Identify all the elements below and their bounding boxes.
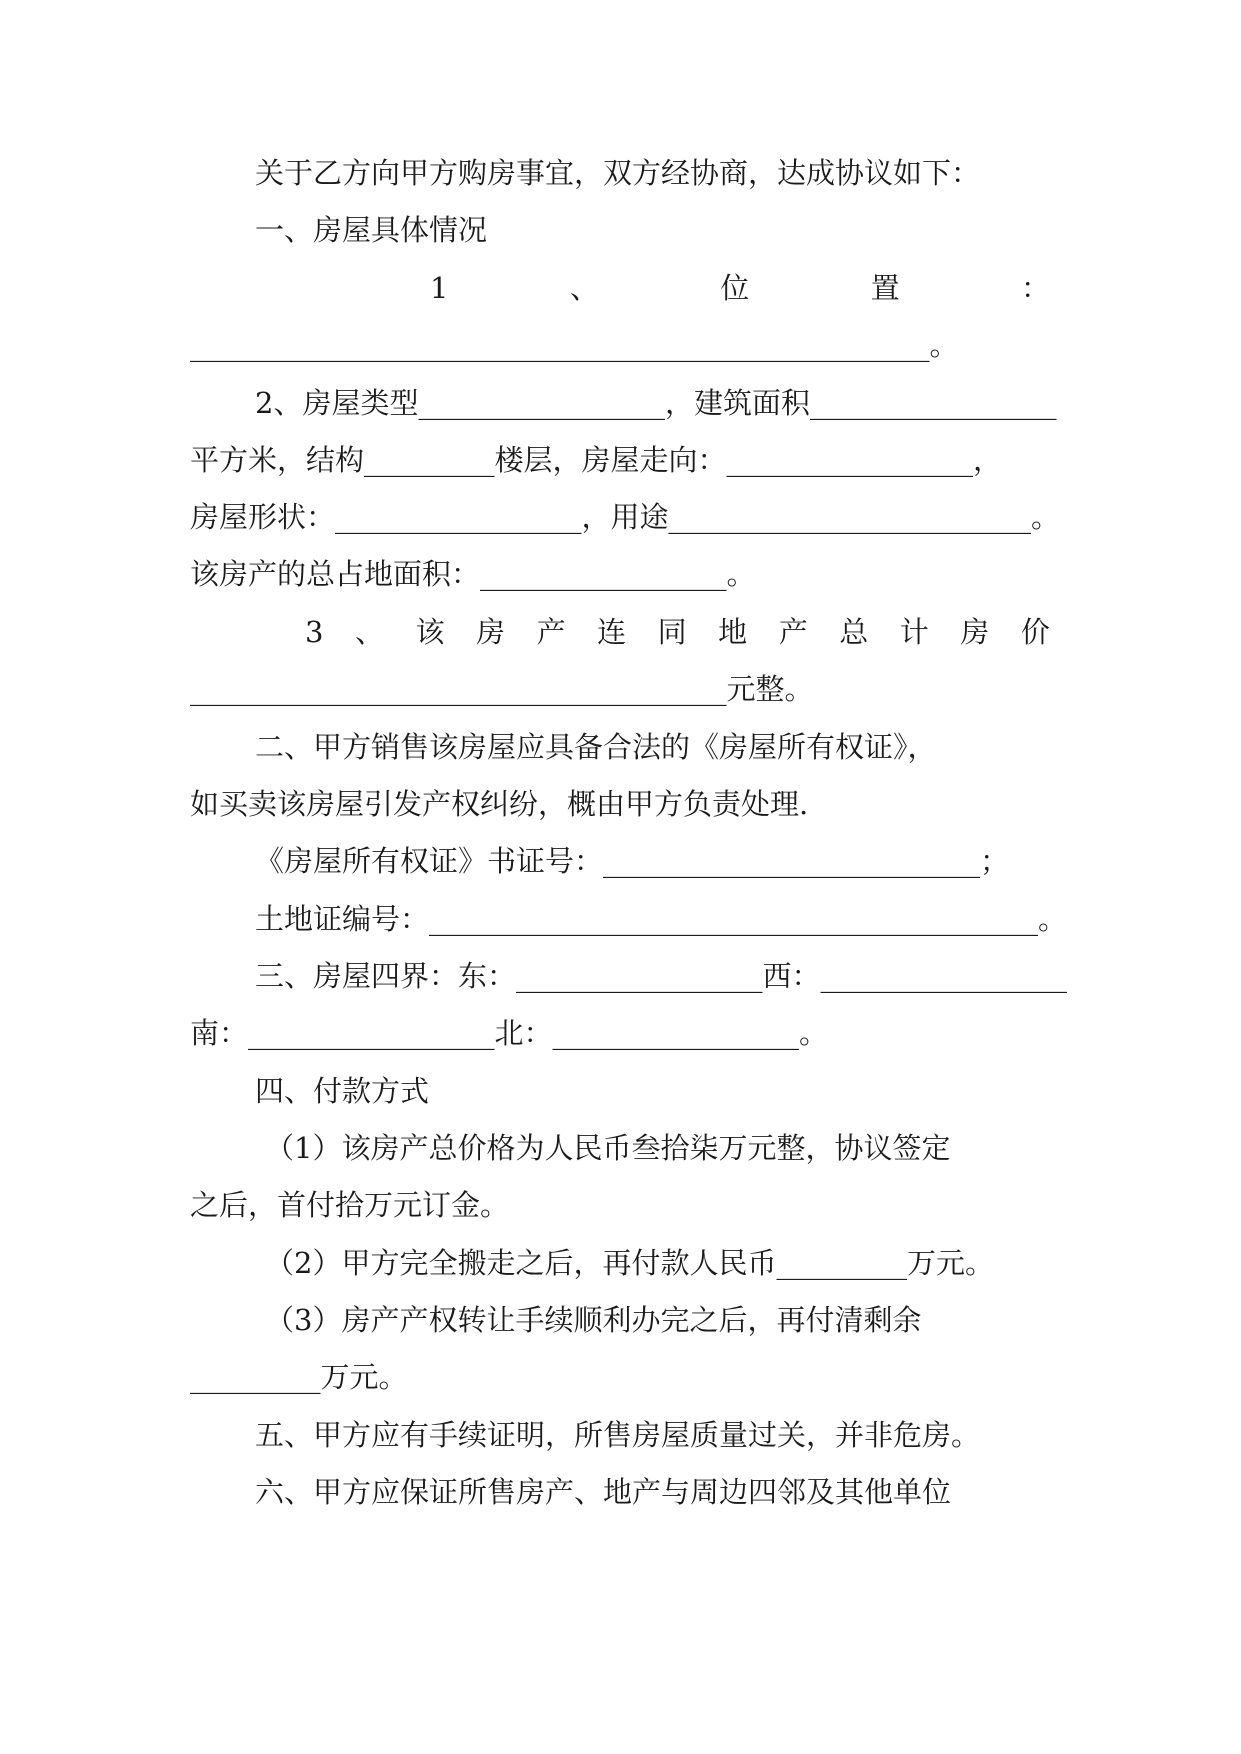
payment-item-1-line-1: （1）该房产总价格为人民币叁拾柒万元整，协议签定: [265, 1131, 951, 1165]
price-char: 房: [476, 615, 506, 649]
location-char-1: 位: [720, 271, 750, 305]
section-2-line-2: 如买卖该房屋引发产权纠纷，概由甲方负责处理.: [190, 787, 809, 821]
location-number: 1: [430, 271, 449, 305]
location-colon: ：: [1020, 271, 1050, 305]
price-char: 连: [597, 615, 627, 649]
location-label-line: [430, 268, 1050, 308]
payment-item-3-line-2: _________万元。: [190, 1360, 408, 1394]
boundaries-line-2: 南：_________________北：_________________。: [190, 1016, 829, 1050]
land-certificate-line: 土地证编号：__________________________________________。: [255, 902, 1068, 936]
price-char: 产: [778, 615, 808, 649]
price-char: 产: [536, 615, 566, 649]
price-char: 该: [415, 615, 445, 649]
price-char: 价: [1020, 615, 1050, 649]
price-char: 3: [305, 615, 324, 649]
total-area-line: 该房产的总占地面积：_________________。: [190, 557, 756, 591]
total-price-blank-line: _____________________________________元整。: [190, 672, 814, 706]
price-char: 房: [960, 615, 990, 649]
price-char: 总: [839, 615, 869, 649]
section-1-heading: 一、房屋具体情况: [255, 213, 488, 247]
boundaries-line-1: 三、房屋四界：东：_________________西：_________________: [255, 959, 1068, 993]
payment-item-1-line-2: 之后，首付拾万元订金。: [190, 1188, 510, 1222]
price-char: 同: [657, 615, 687, 649]
payment-item-2: （2）甲方完全搬走之后，再付款人民币_________万元。: [265, 1246, 994, 1280]
payment-item-3-line-1: （3）房产产权转让手续顺利办完之后，再付清剩余: [265, 1303, 922, 1337]
price-char: 计: [899, 615, 929, 649]
price-char: 、: [354, 615, 384, 649]
price-char: 地: [718, 615, 748, 649]
shape-usage-line: 房屋形状：_________________，用途_________________________。: [190, 500, 1061, 534]
total-price-label-line: [305, 612, 1050, 652]
house-type-line: 2、房屋类型_________________，建筑面积_________________: [255, 386, 1057, 420]
location-comma: 、: [569, 271, 599, 305]
intro-paragraph: 关于乙方向甲方购房事宜，双方经协商，达成协议如下：: [255, 156, 981, 190]
section-4-heading: 四、付款方式: [255, 1074, 430, 1108]
location-char-2: 置: [870, 271, 900, 305]
section-6-line: 六、甲方应保证所售房产、地产与周边四邻及其他单位: [255, 1475, 952, 1509]
certificate-number-line: 《房屋所有权证》书证号：__________________________；: [255, 844, 1010, 878]
section-2-line-1: 二、甲方销售该房屋应具备合法的《房屋所有权证》，: [255, 730, 937, 764]
section-5-line: 五、甲方应有手续证明，所售房屋质量过关，并非危房。: [255, 1418, 981, 1452]
structure-line: 平方米，结构_________楼层，房屋走向：_________________，: [190, 443, 1003, 477]
location-blank-line: ___________________________________________________。: [190, 328, 959, 362]
